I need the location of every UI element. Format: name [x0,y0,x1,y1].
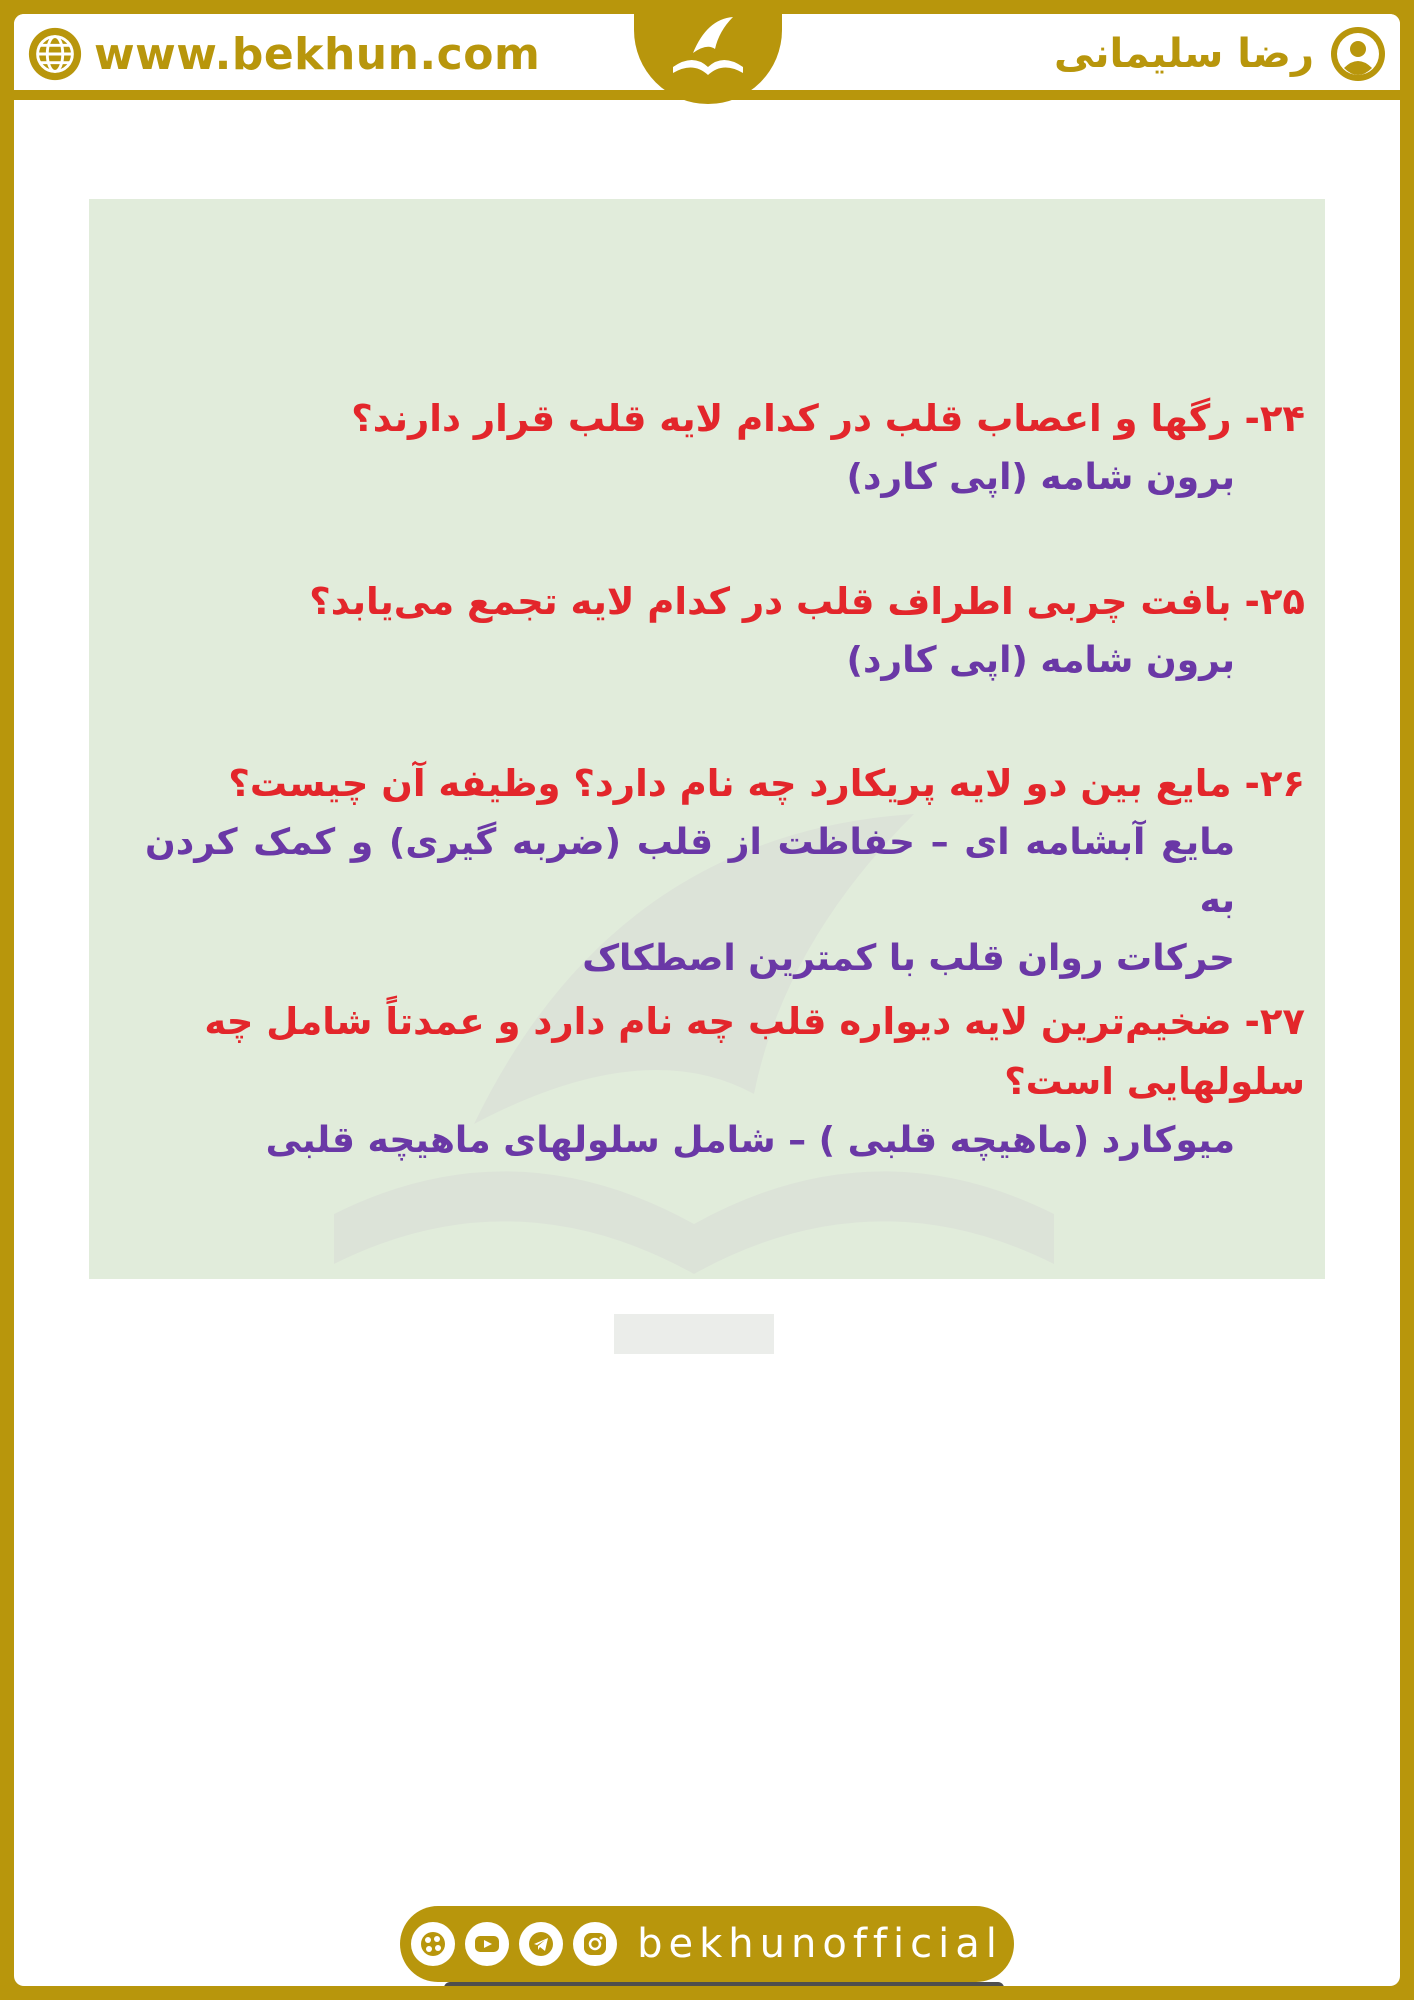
page [14,14,1400,1986]
answer-text: میوکارد (ماهیچه قلبی ) – شامل سلولهای ماهیچه قلبی [265,1120,1235,1161]
question-number: ۲۵- [1244,580,1305,623]
answer-text: مایع آبشامه ای – حفاظت از قلب (ضربه گیری) و کمک کردن به [145,822,1235,921]
question-block-27 [105,992,1305,1170]
user-icon [1328,24,1388,84]
author-name: رضا سلیمانی [1054,31,1314,77]
question-text: ضخیم‌ترین لایه دیواره قلب چه نام دارد و عمدتاً شامل چه سلولهایی است؟ [204,1000,1305,1103]
answer-text: حرکات روان قلب با کمترین اصطکاک [582,938,1235,979]
question-text: بافت چربی اطراف قلب در کدام لایه تجمع می‌یابد؟ [309,580,1232,623]
youtube-icon[interactable] [465,1922,509,1966]
site-url[interactable]: www.bekhun.com [94,28,541,80]
instagram-icon[interactable] [573,1922,617,1966]
site-link[interactable] [26,24,540,84]
answer-text: برون شامه (اپی کارد) [846,457,1235,498]
header [14,14,1400,92]
aparat-icon[interactable] [411,1922,455,1966]
question-block-26 [145,754,1305,988]
bekhun-logo-icon [663,14,753,89]
footer-shadow [444,1982,1004,1986]
header-divider [14,90,1400,100]
question-text: مایع بین دو لایه پریکارد چه نام دارد؟ وظیفه آن چیست؟ [228,762,1232,805]
question-text: رگها و اعصاب قلب در کدام لایه قلب قرار دارند؟ [351,397,1232,440]
question-block-24 [205,389,1305,507]
question-number: ۲۷- [1244,1000,1305,1043]
answer-text: برون شامه (اپی کارد) [846,640,1235,681]
social-footer [400,1906,1014,1982]
question-block-25 [205,572,1305,690]
question-number: ۲۴- [1244,397,1305,440]
globe-icon [26,25,84,83]
telegram-icon[interactable] [519,1922,563,1966]
question-number: ۲۶- [1244,762,1305,805]
author [1054,24,1388,84]
social-handle[interactable]: bekhunofficial [637,1921,1003,1967]
